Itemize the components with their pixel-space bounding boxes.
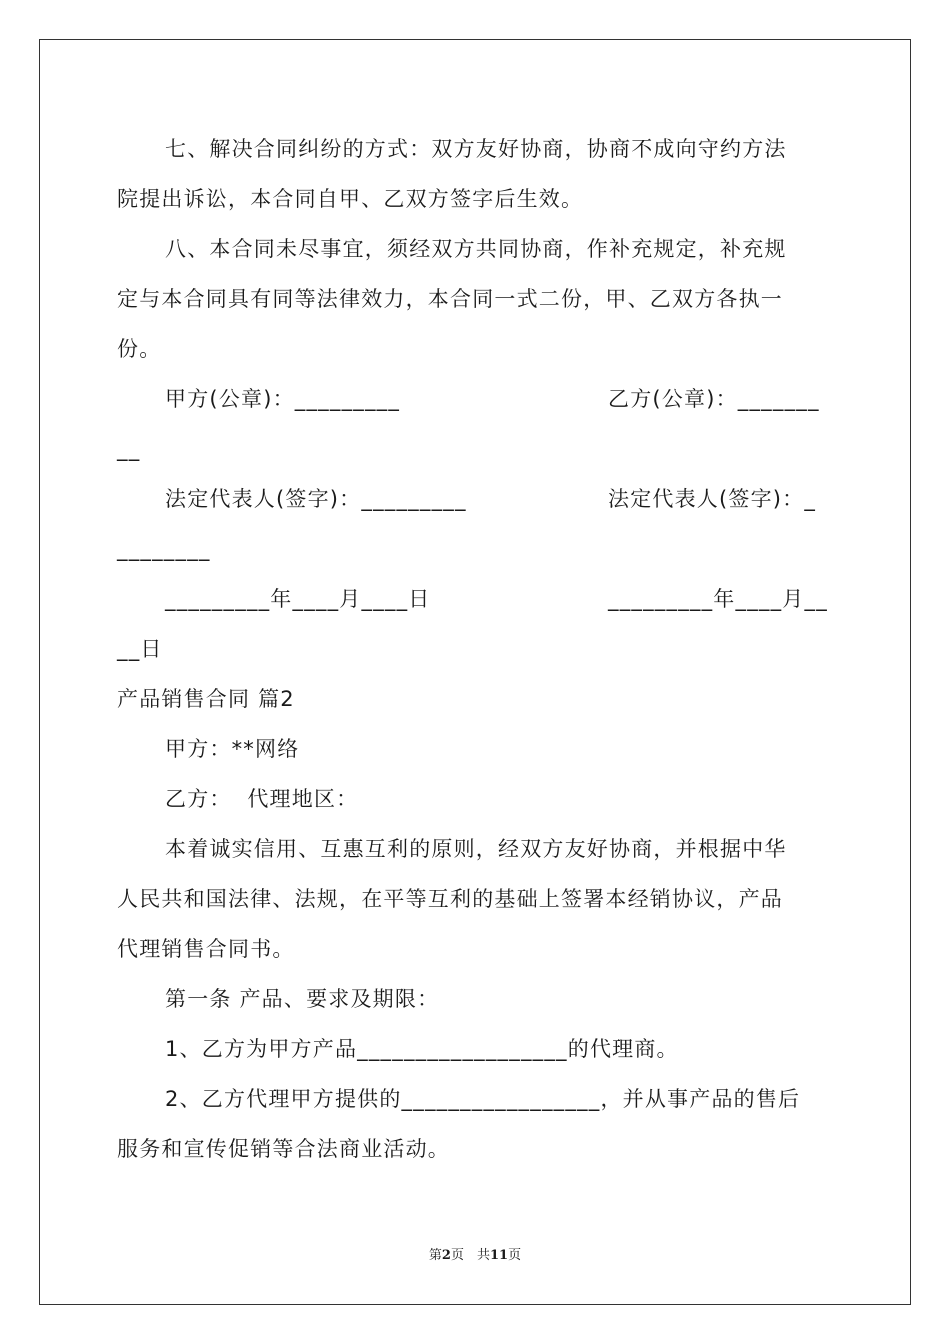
party-b-seal: 乙方(公章)：_______ — [608, 387, 820, 411]
clause-8-text-3: 份。 — [117, 337, 162, 361]
intro-text-1: 本着诚实信用、互惠互利的原则，经双方友好协商，并根据中华 — [165, 837, 787, 861]
clause-7-text-1: 七、解决合同纠纷的方式：双方友好协商，协商不成向守约方法 — [165, 137, 787, 161]
party-a-name: 甲方：**网络 — [165, 737, 300, 761]
intro-text-3: 代理销售合同书。 — [117, 937, 295, 961]
clause-8-text-1: 八、本合同未尽事宜，须经双方共同协商，作补充规定，补充规 — [165, 237, 787, 261]
page-prefix: 第 — [428, 1248, 442, 1263]
party-b-name: 乙方： 代理地区： — [165, 787, 359, 811]
party-a-representative: 法定代表人(签字)：_________ — [165, 487, 467, 511]
clause-8-text-2: 定与本合同具有同等法律效力，本合同一式二份，甲、乙双方各执一 — [117, 287, 783, 311]
page-total: 11 — [489, 1248, 509, 1263]
section-2-title: 产品销售合同 篇2 — [117, 687, 295, 711]
party-b-date: _________年____月__ — [608, 587, 828, 611]
clause-7-text-2: 院提出诉讼，本合同自甲、乙双方签字后生效。 — [117, 187, 584, 211]
item-1-text: 1、乙方为甲方产品__________________的代理商。 — [165, 1037, 679, 1061]
party-a-seal: 甲方(公章)：_________ — [165, 387, 401, 411]
item-2-text-1: 2、乙方代理甲方提供的_________________，并从事产品的售后 — [165, 1087, 801, 1111]
page-mid: 页 共 — [450, 1248, 490, 1263]
party-b-date-cont: __日 — [117, 637, 163, 661]
party-b-representative: 法定代表人(签字)：_ — [608, 487, 817, 511]
item-2-line-2 — [0, 1134, 950, 1194]
item-2-text-2: 服务和宣传促销等合法商业活动。 — [117, 1137, 450, 1161]
page-footer — [0, 1247, 950, 1265]
page-current: 2 — [441, 1248, 451, 1263]
article-1-title: 第一条 产品、要求及期限： — [165, 987, 440, 1011]
party-a-date: _________年____月____日 — [165, 587, 431, 611]
intro-text-2: 人民共和国法律、法规，在平等互利的基础上签署本经销协议，产品 — [117, 887, 783, 911]
party-b-seal-cont: __ — [117, 437, 141, 461]
party-b-representative-cont: ________ — [117, 537, 211, 561]
page-suffix: 页 — [508, 1248, 522, 1263]
